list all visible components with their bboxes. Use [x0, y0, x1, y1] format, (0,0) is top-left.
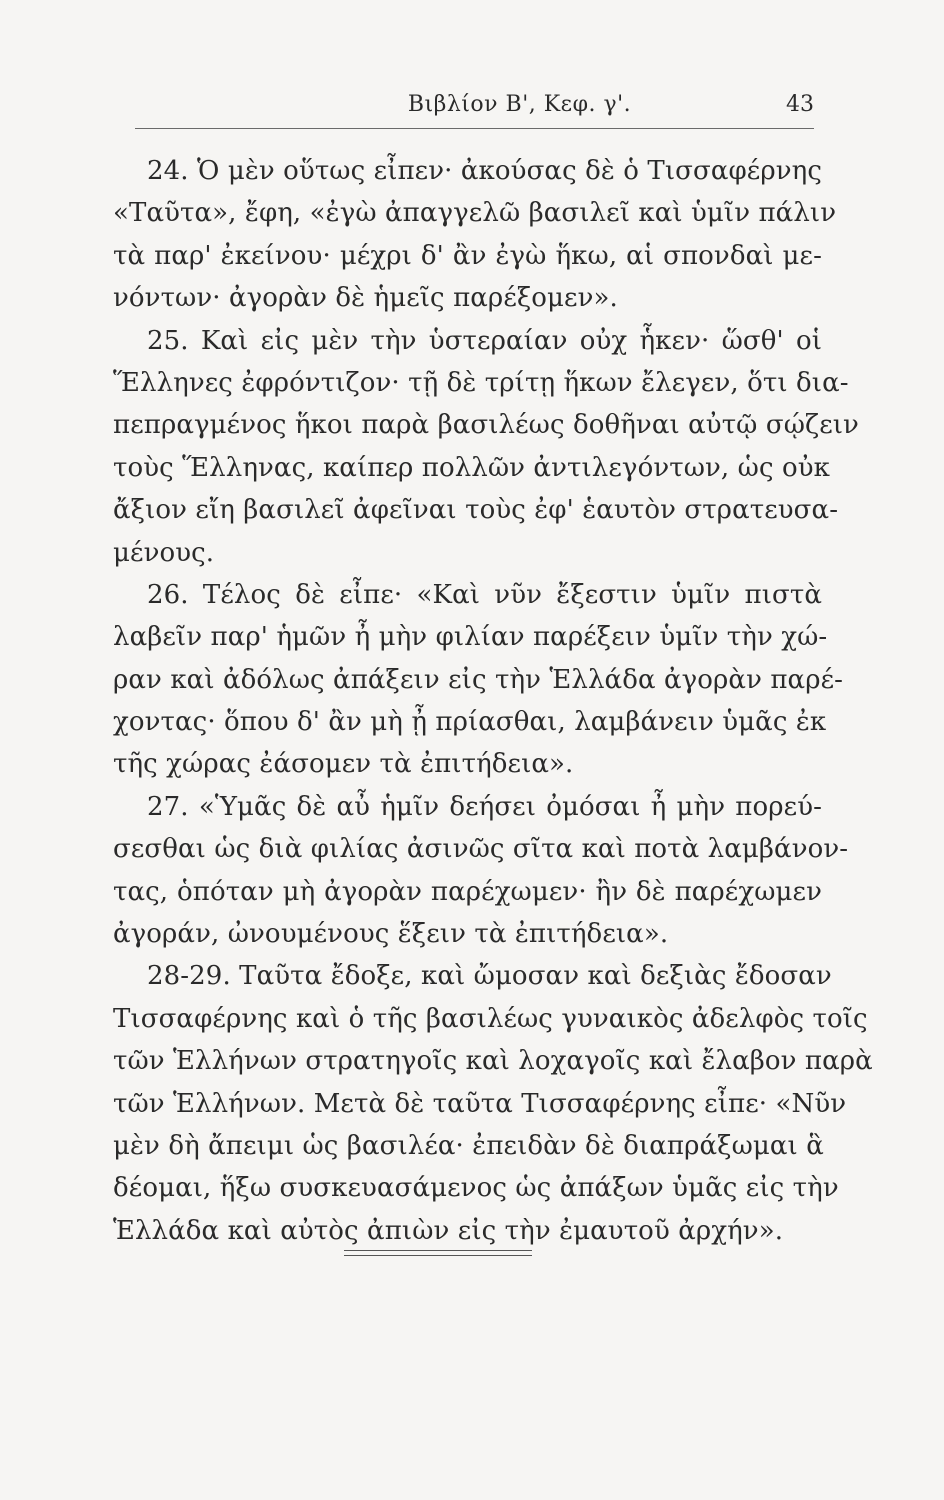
text-line: Ἑλλάδα καὶ αὐτὸς ἀπιὼν εἰς τὴν ἐμαυτοῦ ἀρχήν».: [113, 1215, 784, 1246]
text-line: 25. Καὶ εἰς μὲν τὴν ὑστεραίαν οὐχ ἧκεν· ὥσθ' οἱ: [147, 325, 822, 356]
text-line: τῆς χώρας ἐάσομεν τὰ ἐπιτήδεια».: [113, 749, 574, 780]
text-line: τας, ὁπόταν μὴ ἀγορὰν παρέχωμεν· ἢν δὲ παρέχωμεν: [113, 876, 822, 907]
running-header: [135, 92, 814, 132]
text-line: ραν καὶ ἀδόλως ἀπάξειν εἰς τὴν Ἑλλάδα ἀγορὰν παρέ-: [113, 664, 844, 695]
text-line: μένους.: [113, 537, 215, 568]
text-line: τὰ παρ' ἐκείνου· μέχρι δ' ἂν ἐγὼ ἥκω, αἱ σπονδαὶ με-: [113, 240, 822, 271]
text-line: 28-29. Ταῦτα ἔδοξε, καὶ ὤμοσαν καὶ δεξιὰς ἔδοσαν: [147, 961, 832, 992]
text-line: «Ταῦτα», ἔφη, «ἐγὼ ἀπαγγελῶ βασιλεῖ καὶ ὑμῖν πάλιν: [113, 198, 837, 229]
text-line: πεπραγμένος ἥκοι παρὰ βασιλέως δοθῆναι αὐτῷ σῴζειν: [113, 410, 859, 441]
text-line: λαβεῖν παρ' ἡμῶν ἦ μὴν φιλίαν παρέξειν ὑμῖν τὴν χώ-: [113, 622, 828, 653]
running-title: Βιβλίον Β', Κεφ. γ'.: [407, 92, 632, 117]
section-end-rule: [344, 1250, 532, 1256]
text-line: Ἕλληνες ἐφρόντιζον· τῇ δὲ τρίτῃ ἥκων ἔλεγεν, ὅτι δια-: [113, 367, 849, 398]
header-rule: [135, 128, 814, 129]
text-line: τῶν Ἑλλήνων. Μετὰ δὲ ταῦτα Τισσαφέρνης εἶπε· «Νῦν: [113, 1088, 847, 1119]
text-line: 27. «Ὑμᾶς δὲ αὖ ἡμῖν δεήσει ὀμόσαι ἦ μὴν πορεύ-: [147, 791, 822, 822]
text-line: χοντας· ὅπου δ' ἂν μὴ ᾖ πρίασθαι, λαμβάνειν ὑμᾶς ἐκ: [113, 707, 827, 738]
text-line: ἀγοράν, ὠνουμένους ἕξειν τὰ ἐπιτήδεια».: [113, 919, 669, 950]
text-line: 26. Τέλος δὲ εἶπε· «Καὶ νῦν ἔξεστιν ὑμῖν πιστὰ: [147, 579, 822, 610]
text-line: Τισσαφέρνης καὶ ὁ τῆς βασιλέως γυναικὸς ἀδελφὸς τοῖς: [113, 1003, 868, 1034]
page-number: 43: [786, 92, 814, 117]
text-line: δέομαι, ἥξω συσκευασάμενος ὡς ἀπάξων ὑμᾶς εἰς τὴν: [113, 1173, 839, 1204]
text-line: ἄξιον εἴη βασιλεῖ ἀφεῖναι τοὺς ἐφ' ἑαυτὸν στρατευσα-: [113, 495, 839, 526]
text-line: μὲν δὴ ἄπειμι ὡς βασιλέα· ἐπειδὰν δὲ διαπράξωμαι ἃ: [113, 1130, 824, 1161]
text-line: 24. Ὁ μὲν οὕτως εἶπεν· ἀκούσας δὲ ὁ Τισσαφέρνης: [147, 156, 822, 186]
body-text: [113, 150, 873, 1252]
text-line: σεσθαι ὡς διὰ φιλίας ἀσινῶς σῖτα καὶ ποτὰ λαμβάνον-: [113, 834, 849, 865]
text-line: τῶν Ἑλλήνων στρατηγοῖς καὶ λοχαγοῖς καὶ ἔλαβον παρὰ: [113, 1046, 873, 1077]
text-line: νόντων· ἀγορὰν δὲ ἡμεῖς παρέξομεν».: [113, 283, 618, 314]
text-line: τοὺς Ἕλληνας, καίπερ πολλῶν ἀντιλεγόντων, ὡς οὐκ: [113, 452, 830, 483]
